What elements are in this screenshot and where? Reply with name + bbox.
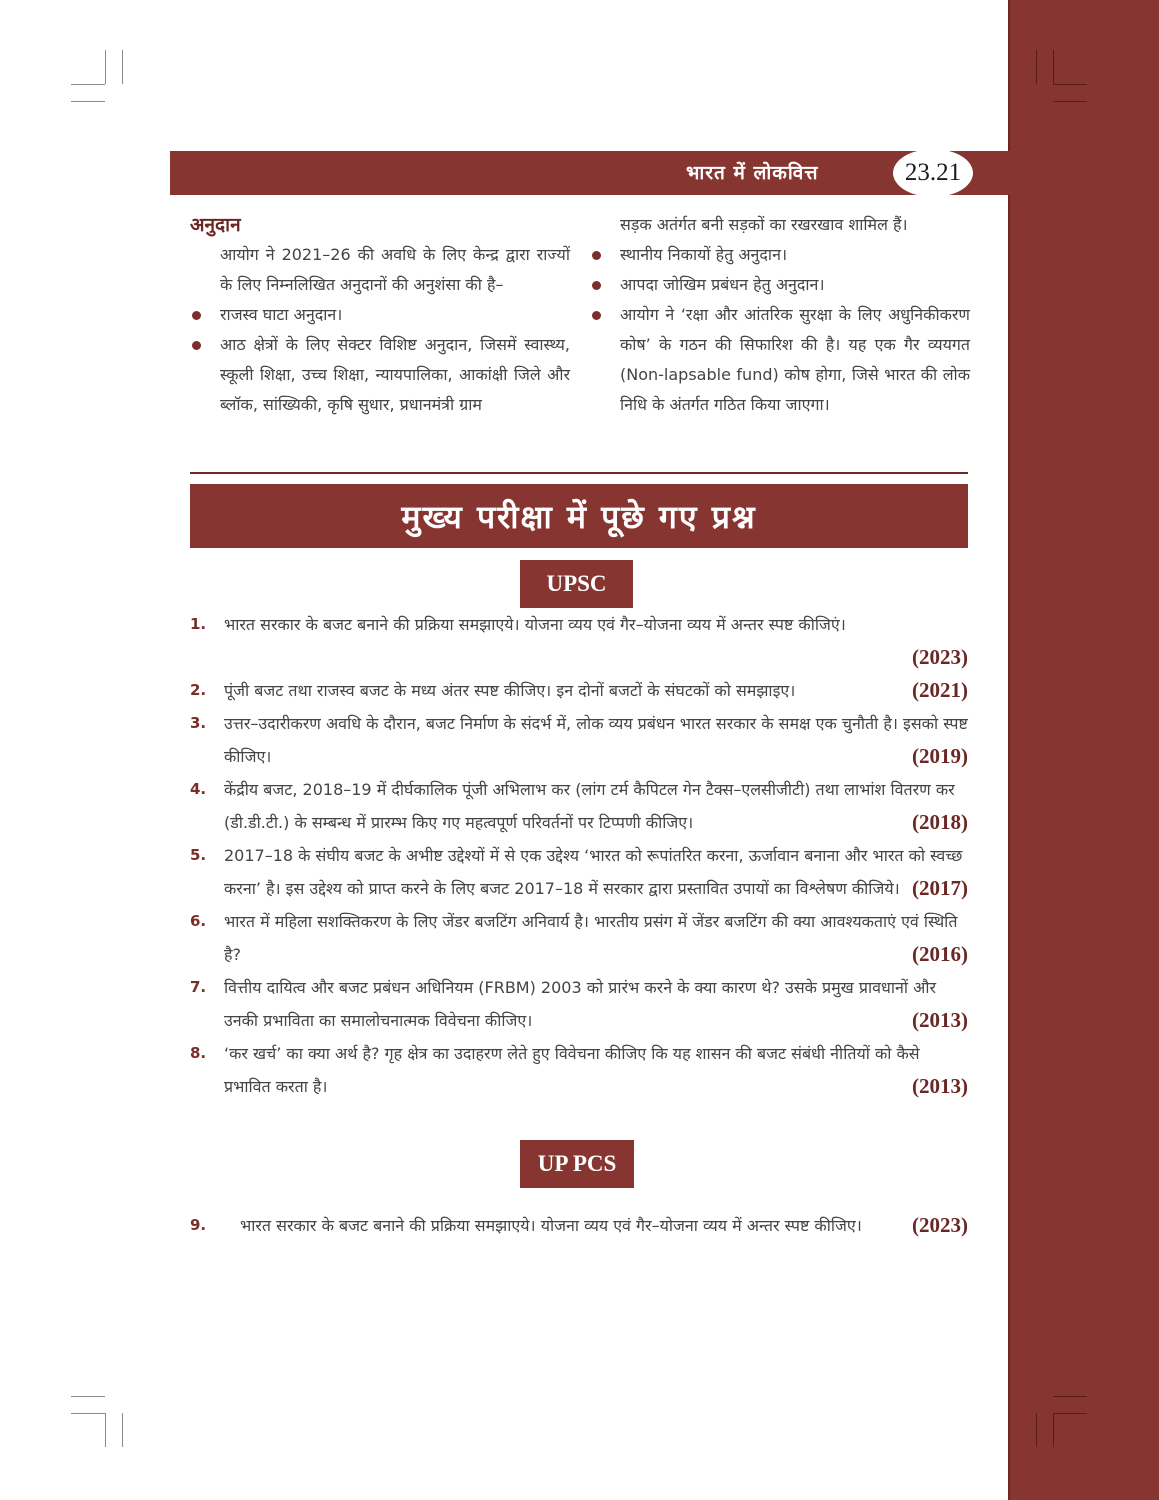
main-exam-questions-banner	[190, 484, 968, 548]
banner-title: मुख्य परीक्षा में पूछे गए प्रश्न	[401, 497, 757, 536]
question-text: ‘कर खर्च’ का क्या अर्थ है? गृह क्षेत्र का उदाहरण लेते हुए विवेचना कीजिए कि यह शासन की बजट संबंधी नीतियों को कैसे प्रभावित करता है।	[224, 1044, 920, 1096]
crop-mark	[71, 1413, 105, 1414]
question-number: 8.	[190, 1044, 207, 1062]
question-year: (2021)	[912, 678, 968, 702]
list-item-continuation: सड़क अतंर्गत बनी सड़कों का रखरखाव शामिल हैं।	[620, 215, 908, 234]
section-heading: अनुदान	[190, 214, 241, 236]
page-number: 23.21	[904, 159, 962, 186]
question-item	[190, 839, 968, 905]
question-number: 5.	[190, 846, 207, 864]
grants-column-left	[190, 210, 570, 420]
question-text: केंद्रीय बजट, 2018–19 में दीर्घकालिक पूंजी अभिलाभ कर (लांग टर्म कैपिटल गेन टैक्स–एलसीजीटी) तथा लाभांश वितरण कर (डी.डी.टी.) के सम्बन्ध में प्रारम्भ किए गए महत्वपूर्ण परिवर्तनों पर टिप्पणी कीजिए।	[224, 780, 955, 832]
question-item	[190, 674, 968, 707]
question-item	[190, 971, 968, 1037]
question-year: (2013)	[912, 1074, 968, 1098]
question-text: 2017–18 के संघीय बजट के अभीष्ट उद्देश्यों में से एक उद्देश्य ‘भारत को रूपांतरित करना, ऊर्जावान बनाना और भारत को स्वच्छ करना’ है। इस उद्देश्य को प्राप्त करने के लिए बजट 2017–18 में सरकार द्वारा प्रस्तावित उपायों का विश्लेषण कीजिये।	[224, 846, 963, 898]
crop-mark	[122, 1413, 123, 1447]
crop-mark	[1053, 1413, 1087, 1414]
question-number: 1.	[190, 615, 207, 633]
bullet-icon	[592, 281, 601, 290]
question-year: (2023)	[912, 645, 968, 669]
question-year: (2019)	[912, 744, 968, 768]
question-number: 9.	[190, 1216, 207, 1234]
running-header-bar	[170, 151, 1010, 195]
question-year: (2023)	[912, 1213, 968, 1237]
question-text: भारत सरकार के बजट बनाने की प्रक्रिया समझाएये। योजना व्यय एवं गैर–योजना व्यय में अन्तर स्पष्ट कीजिए।	[240, 1216, 862, 1235]
crop-mark	[71, 101, 105, 102]
crop-mark	[105, 50, 106, 84]
question-number: 6.	[190, 912, 207, 930]
list-item: राजस्व घाटा अनुदान।	[190, 300, 570, 330]
question-year: (2018)	[912, 810, 968, 834]
question-text: वित्तीय दायित्व और बजट प्रबंधन अधिनियम (FRBM) 2003 को प्रारंभ करने के क्या कारण थे? उसके प्रमुख प्रावधानों और उनकी प्रभाविता का समालोचनात्मक विवेचना कीजिए।	[224, 978, 937, 1030]
uppcs-question-list	[190, 1209, 968, 1242]
exam-label-upsc: UPSC	[520, 560, 633, 608]
crop-mark	[1053, 84, 1087, 85]
question-item	[190, 773, 968, 839]
list-item: स्थानीय निकायों हेतु अनुदान।	[590, 240, 970, 270]
list-item: आठ क्षेत्रों के लिए सेक्टर विशिष्ट अनुदान, जिसमें स्वास्थ्य, स्कूली शिक्षा, उच्च शिक्षा, न्यायपालिका, आकांक्षी जिले और ब्लॉक, सांख्यिकी, कृषि सुधार, प्रधानमंत्री ग्राम	[190, 330, 570, 420]
question-number: 4.	[190, 780, 207, 798]
bullet-icon	[592, 251, 601, 260]
crop-mark	[105, 1413, 106, 1447]
bullet-icon	[192, 311, 201, 320]
upsc-question-list	[190, 608, 968, 1103]
crop-mark	[1053, 101, 1087, 102]
question-item	[190, 1209, 968, 1242]
bullet-icon	[192, 341, 201, 350]
question-year: (2017)	[912, 876, 968, 900]
question-number: 3.	[190, 714, 207, 732]
crop-mark	[71, 84, 105, 85]
crop-mark	[1036, 1413, 1037, 1447]
section-divider	[190, 472, 968, 474]
list-item: आपदा जोखिम प्रबंधन हेतु अनुदान।	[590, 270, 970, 300]
question-year: (2016)	[912, 942, 968, 966]
question-item	[190, 707, 968, 773]
question-item	[190, 608, 968, 674]
question-item	[190, 1037, 968, 1103]
crop-mark	[1053, 1396, 1087, 1397]
bullet-icon	[592, 311, 601, 320]
crop-mark	[71, 1396, 105, 1397]
exam-label-uppcs: UP PCS	[520, 1140, 634, 1188]
question-text: पूंजी बजट तथा राजस्व बजट के मध्य अंतर स्पष्ट कीजिए। इन दोनों बजटों के संघटकों को समझाइए।	[224, 681, 796, 700]
question-text: भारत में महिला सशक्तिकरण के लिए जेंडर बजटिंग अनिवार्य है। भारतीय प्रसंग में जेंडर बजटिंग की क्या आवश्यकताएं एवं स्थिति है?	[224, 912, 958, 964]
grants-intro: आयोग ने 2021–26 की अवधि के लिए केन्द्र द्वारा राज्यों के लिए निम्नलिखित अनुदानों की अनुशंसा की है–	[220, 245, 570, 294]
page-number-badge	[893, 149, 973, 197]
question-item	[190, 905, 968, 971]
question-number: 7.	[190, 978, 207, 996]
running-header-title: भारत में लोकवित्त	[686, 162, 819, 184]
crop-mark	[1053, 1413, 1054, 1447]
list-item: आयोग ने ‘रक्षा और आंतरिक सुरक्षा के लिए अधुनिकीकरण कोष’ के गठन की सिफारिश की है। यह एक गैर व्ययगत (Non-lapsable fund) कोष होगा, जिसे भारत की लोक निधि के अंतर्गत गठित किया जाएगा।	[590, 300, 970, 420]
crop-mark	[1053, 50, 1054, 84]
grants-column-right	[590, 210, 970, 420]
question-number: 2.	[190, 681, 207, 699]
question-year: (2013)	[912, 1008, 968, 1032]
crop-mark	[1036, 50, 1037, 84]
page-edge-band	[1008, 0, 1159, 1500]
crop-mark	[122, 50, 123, 84]
question-text: भारत सरकार के बजट बनाने की प्रक्रिया समझाएये। योजना व्यय एवं गैर–योजना व्यय में अन्तर स्पष्ट कीजिएं।	[224, 615, 846, 634]
question-text: उत्तर–उदारीकरण अवधि के दौरान, बजट निर्माण के संदर्भ में, लोक व्यय प्रबंधन भारत सरकार के समक्ष एक चुनौती है। इसको स्पष्ट कीजिए।	[224, 714, 968, 766]
